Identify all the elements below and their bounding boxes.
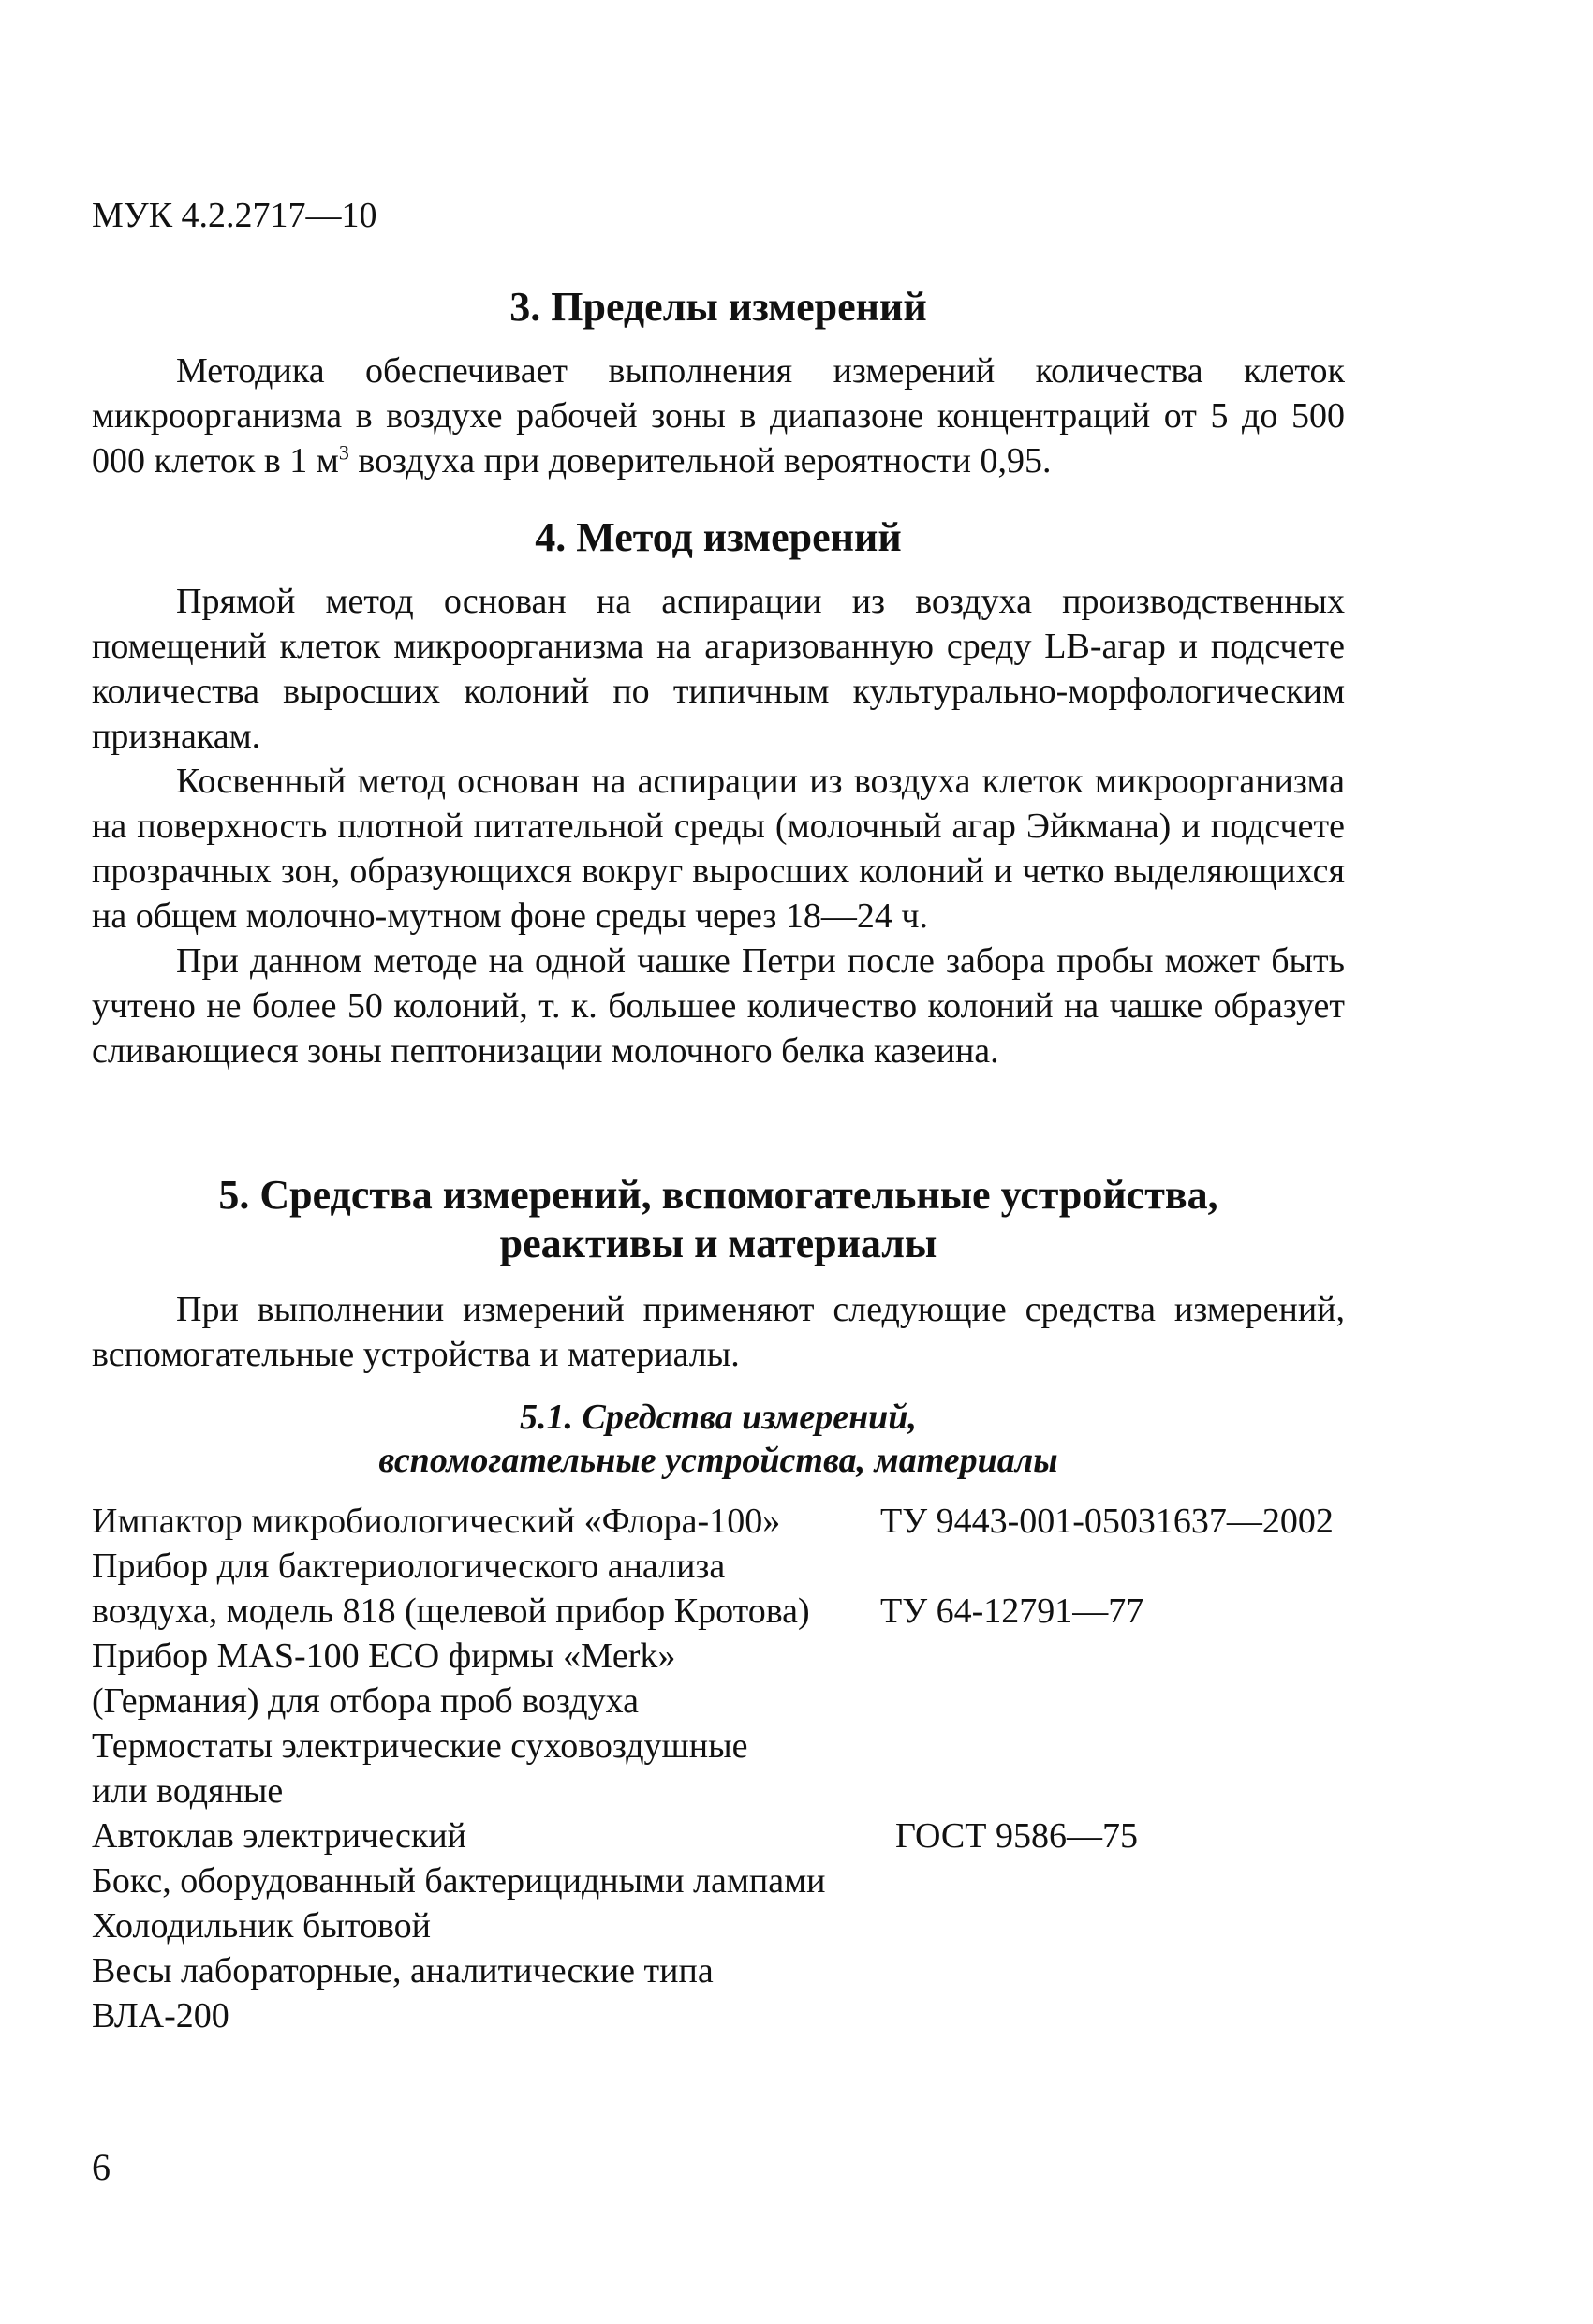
equipment-standard: ТУ 64-12791—77 <box>880 1591 1144 1631</box>
equipment-row <box>92 1813 1403 1858</box>
section-3-title: 3. Пределы измерений <box>509 284 927 330</box>
equipment-name: Бокс, оборудованный бактерицидными лампами <box>92 1861 826 1901</box>
section-5-body <box>92 1287 1345 1377</box>
page-number: 6 <box>92 2146 111 2188</box>
equipment-row <box>92 1499 1403 1544</box>
section-5-title-line-1: 5. Средства измерений, вспомогательные устройства, <box>218 1172 1218 1218</box>
section-4 <box>92 513 1345 562</box>
section-3-text-part1: Методика обеспечивает выполнения измерений количества клеток микроорганизма в воздухе рабочей зоны в диапазоне концентраций от 5 до 500 000 клеток в 1 м <box>92 351 1345 481</box>
equipment-row <box>92 1724 1403 1769</box>
section-5-title-line-2: реактивы и материалы <box>499 1221 937 1266</box>
equipment-list <box>92 1499 1403 2038</box>
equipment-row <box>92 1679 1403 1724</box>
equipment-row <box>92 1769 1403 1813</box>
subsection-5-1-title-line-1: 5.1. Средства измерений, <box>520 1398 917 1437</box>
equipment-row <box>92 1589 1403 1634</box>
subsection-5-1 <box>92 1396 1345 1482</box>
section-3-body <box>92 348 1345 483</box>
equipment-row <box>92 1858 1403 1903</box>
equipment-standard: ГОСТ 9586—75 <box>895 1816 1138 1856</box>
equipment-row <box>92 1903 1403 1948</box>
equipment-name: ВЛА-200 <box>92 1996 229 2035</box>
equipment-name: Холодильник бытовой <box>92 1906 432 1946</box>
equipment-name: Прибор MAS-100 ECO фирмы «Merk» <box>92 1636 676 1676</box>
equipment-standard: ТУ 9443-001-05031637—2002 <box>880 1502 1334 1541</box>
section-4-paragraph-3: При данном методе на одной чашке Петри после забора пробы может быть учтено не более 50 колоний, т. к. большее количество колоний на чашке образует сливающиеся зоны пептонизации молочного белка казеина. <box>92 941 1345 1071</box>
equipment-row <box>92 1993 1403 2038</box>
section-5 <box>92 1171 1345 1268</box>
section-3-text-part2: воздуха при доверительной вероятности 0,95. <box>348 441 1052 481</box>
equipment-name: Прибор для бактериологического анализа <box>92 1547 726 1586</box>
equipment-name: воздуха, модель 818 (щелевой прибор Кротова) <box>92 1591 810 1631</box>
section-3-paragraph <box>92 348 1345 483</box>
equipment-name: Импактор микробиологический «Флора-100» <box>92 1502 781 1541</box>
section-4-paragraph-2: Косвенный метод основан на аспирации из воздуха клеток микроорганизма на поверхность плотной питательной среды (молочный агар Эйкмана) и подсчете прозрачных зон, образующихся вокруг выросших колоний и четко выделяющихся на общем молочно-мутном фоне среды через 18—24 ч. <box>92 762 1345 936</box>
equipment-name: или водяные <box>92 1771 284 1811</box>
superscript-3: 3 <box>338 440 349 465</box>
equipment-name: Автоклав электрический <box>92 1816 467 1856</box>
equipment-name: Весы лабораторные, аналитические типа <box>92 1951 714 1991</box>
document-code: МУК 4.2.2717—10 <box>92 196 377 235</box>
section-5-paragraph: При выполнении измерений применяют следующие средства измерений, вспомогательные устройства и материалы. <box>92 1290 1345 1374</box>
subsection-5-1-title-line-2: вспомогательные устройства, материалы <box>378 1441 1058 1480</box>
equipment-name: Термостаты электрические суховоздушные <box>92 1726 748 1766</box>
section-4-title: 4. Метод измерений <box>535 514 902 560</box>
section-4-paragraph-1: Прямой метод основан на аспирации из воздуха производственных помещений клеток микроорганизма на агаризованную среду LB-агар и подсчете количества выросших колоний по типичным культурально-морфологическим признакам. <box>92 582 1345 756</box>
equipment-row <box>92 1948 1403 1993</box>
section-4-body <box>92 579 1345 1073</box>
section-3 <box>92 283 1345 332</box>
equipment-name: (Германия) для отбора проб воздуха <box>92 1681 639 1721</box>
equipment-row <box>92 1634 1403 1679</box>
equipment-row <box>92 1544 1403 1589</box>
